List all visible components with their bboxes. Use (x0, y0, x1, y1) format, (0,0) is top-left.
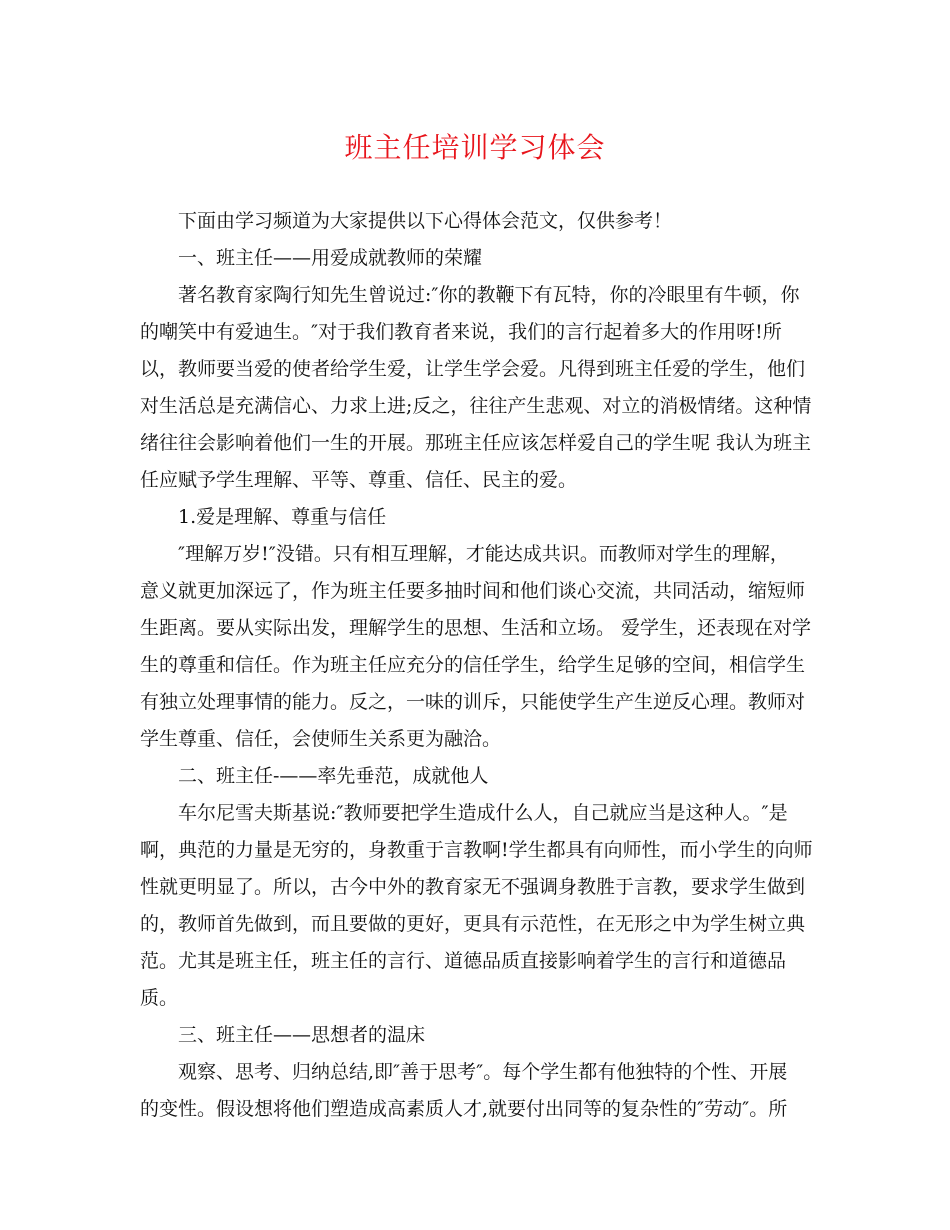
paragraph-line: 以，教师要当爱的使者给学生爱，让学生学会爱。凡得到班主任爱的学生，他们 (140, 358, 806, 380)
paragraph-line: 啊，典范的力量是无穷的，身教重于言教啊!学生都具有向师性，而小学生的向师 (140, 839, 813, 861)
paragraph-line: 下面由学习频道为大家提供以下心得体会范文，仅供参考！ (178, 210, 673, 232)
paragraph-line: 绪往往会影响着他们一生的开展。那班主任应该怎样爱自己的学生呢 我认为班主 (140, 432, 812, 454)
paragraph-line: 意义就更加深远了，作为班主任要多抽时间和他们谈心交流，共同活动，缩短师 (140, 580, 806, 602)
subsection-heading: 1.爱是理解、尊重与信任 (178, 506, 387, 528)
paragraph-line: 著名教育家陶行知先生曾说过:″你的教鞭下有瓦特，你的冷眼里有牛顿，你 (178, 284, 800, 306)
paragraph-line: 性就更明显了。所以，古今中外的教育家无不强调身教胜于言教，要求学生做到 (140, 876, 806, 898)
paragraph-line: 的，教师首先做到，而且要做的更好，更具有示范性，在无形之中为学生树立典 (140, 913, 806, 935)
paragraph-line: ″理解万岁!″没错。只有相互理解，才能达成共识。而教师对学生的理解， (178, 543, 789, 565)
paragraph-line: 的嘲笑中有爱迪生。″对于我们教育者来说，我们的言行起着多大的作用呀!所 (140, 321, 782, 343)
paragraph-line: 车尔尼雪夫斯基说:″教师要把学生造成什么人，自己就应当是这种人。″是 (178, 802, 788, 824)
paragraph-line: 范。尤其是班主任，班主任的言行、道德品质直接影响着学生的言行和道德品 (140, 950, 787, 972)
section-heading: 二、班主任-——率先垂范，成就他人 (178, 765, 489, 787)
paragraph-line: 任应赋予学生理解、平等、尊重、信任、民主的爱。 (140, 469, 578, 491)
paragraph-line: 生距离。要从实际出发，理解学生的思想、生活和立场。 爱学生，还表现在对学 (140, 617, 812, 639)
paragraph-line: 学生尊重、信任，会使师生关系更为融洽。 (140, 728, 502, 750)
paragraph-line: 生的尊重和信任。作为班主任应充分的信任学生，给学生足够的空间，相信学生 (140, 654, 806, 676)
section-heading: 三、班主任——思想者的温床 (178, 1024, 426, 1046)
paragraph-line: 质。 (140, 987, 179, 1009)
section-heading: 一、班主任——用爱成就教师的荣耀 (178, 247, 483, 269)
paragraph-line: 有独立处理事情的能力。反之，一味的训斥，只能使学生产生逆反心理。教师对 (140, 691, 806, 713)
paragraph-line: 的变性。假设想将他们塑造成高素质人才,就要付出同等的复杂性的″劳动″。所 (140, 1098, 788, 1120)
paragraph-line: 对生活总是充满信心、力求上进;反之，往往产生悲观、对立的消极情绪。这种情 (140, 395, 812, 417)
document-title: 班主任培训学习体会 (344, 131, 606, 164)
paragraph-line: 观察、思考、归纳总结,即″善于思考″。每个学生都有他独特的个性、开展 (178, 1061, 788, 1083)
